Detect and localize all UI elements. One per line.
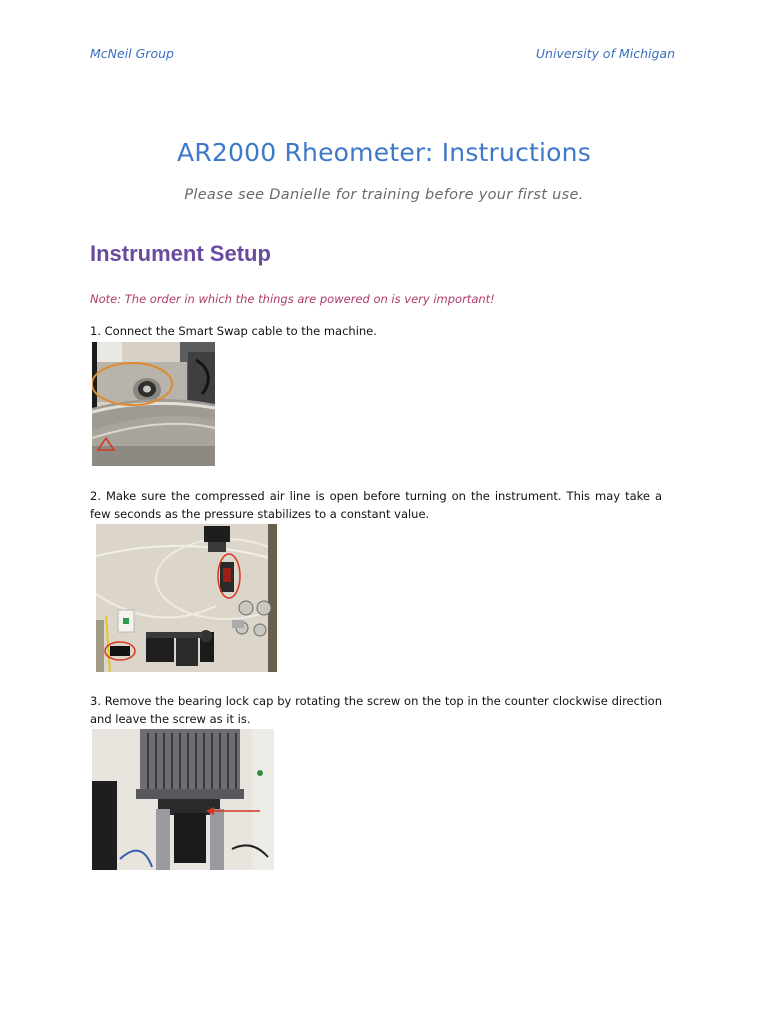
section-heading: Instrument Setup <box>90 241 271 266</box>
step-1-text: 1. Connect the Smart Swap cable to the machine. <box>90 324 377 338</box>
header-university-name: University of Michigan <box>535 46 675 61</box>
smart-swap-cable-photo <box>92 342 215 466</box>
page-title: AR2000 Rheometer: Instructions <box>177 138 591 167</box>
step-3-text: 3. Remove the bearing lock cap by rotating the screw on the top in the counter clockwise direction and leave the screw as it is. <box>90 694 662 726</box>
bearing-lock-cap-photo <box>92 729 274 870</box>
step-2-text: 2. Make sure the compressed air line is open before turning on the instrument. This may take a few seconds as the pressure stabilizes to a constant value. <box>90 489 662 521</box>
page-subtitle: Please see Danielle for training before your first use. <box>184 187 584 203</box>
compressed-air-line-photo <box>96 524 277 672</box>
setup-note: Note: The order in which the things are powered on is very important! <box>90 292 495 306</box>
header-group-name: McNeil Group <box>90 46 174 61</box>
